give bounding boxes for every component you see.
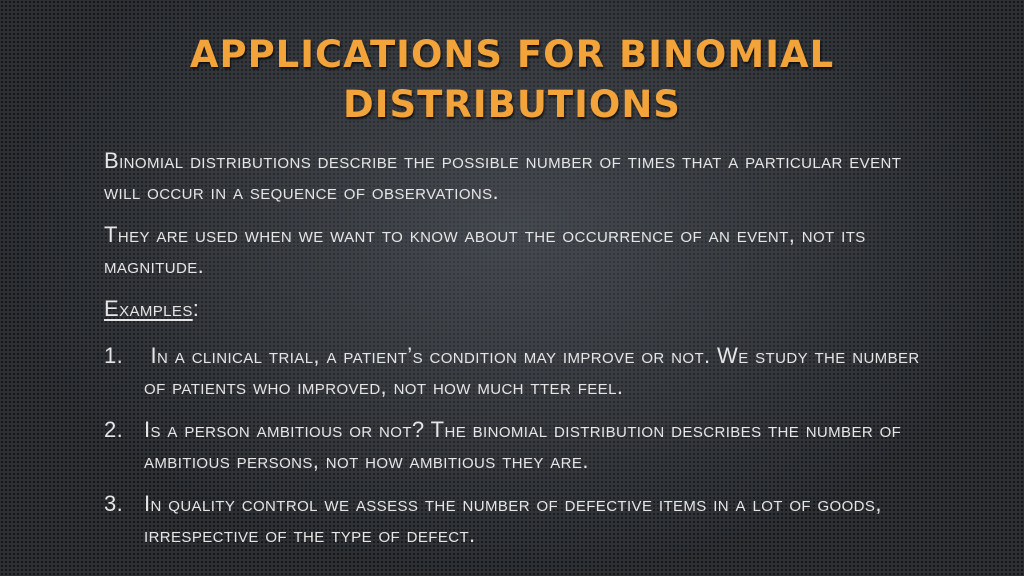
example-text-3: In quality control we assess the number of defective items in a lot of goods, irrespective of the type of defect.	[144, 491, 882, 547]
paragraph-definition: Binomial distributions describe the possible number of times that a particular event will occur in a sequence of observations.	[104, 148, 902, 204]
examples-list	[104, 340, 944, 550]
slide-body	[104, 145, 944, 562]
example-number-3: 3.	[104, 491, 124, 516]
example-text-1: In a clinical trial, a patient’s condition may improve or not. We study the number of patients who improved, not how much tter feel.	[144, 343, 927, 399]
example-item-2	[104, 414, 944, 476]
example-item-1	[104, 340, 944, 402]
example-text-2: Is a person ambitious or not? The binomial distribution describes the number of ambitious persons, not how ambitious they are.	[144, 417, 902, 473]
slide-title-line-1: APPLICATIONS FOR BINOMIAL	[189, 33, 835, 76]
paragraph-usage: They are used when we want to know about the occurrence of an event, not its magnitude.	[104, 222, 866, 278]
examples-colon: :	[192, 296, 200, 321]
example-item-3	[104, 488, 944, 550]
examples-heading	[104, 293, 944, 324]
example-number-2: 2.	[104, 417, 124, 442]
example-number-1: 1.	[104, 343, 124, 368]
examples-label: Examples	[104, 296, 193, 321]
slide-title	[0, 30, 1024, 130]
slide-title-line-2: DISTRIBUTIONS	[343, 83, 681, 126]
